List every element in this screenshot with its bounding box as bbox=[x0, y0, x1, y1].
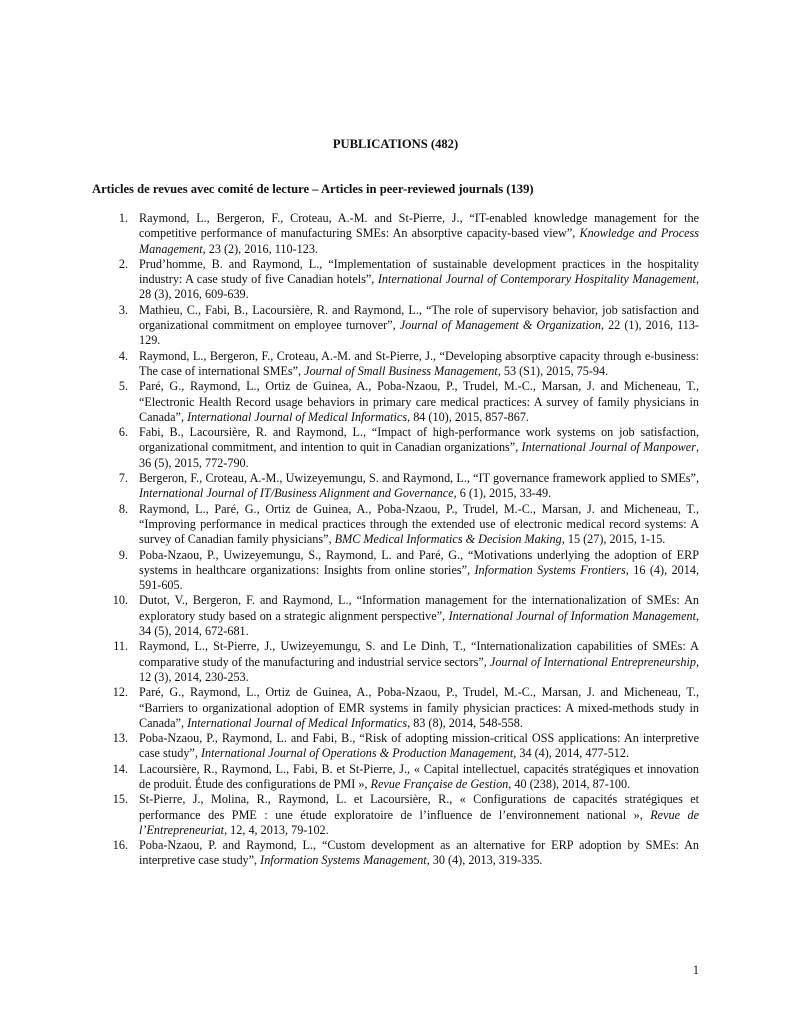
citation-authors-title: Lacoursière, R., Raymond, L., Fabi, B. et St-Pierre, J., « Capital intellectuel, capacités stratégiques et innovation de produit. Étude des configurations de PMI », bbox=[139, 761, 699, 791]
publication-number: 5. bbox=[118, 379, 128, 394]
publication-citation bbox=[139, 349, 699, 378]
publication-number: 11. bbox=[113, 639, 128, 654]
publication-item bbox=[0, 762, 791, 793]
publication-citation bbox=[139, 548, 699, 593]
citation-journal: International Journal of IT/Business Alignment and Governance bbox=[139, 486, 454, 501]
publication-citation bbox=[139, 211, 699, 256]
publication-number: 6. bbox=[118, 425, 128, 440]
citation-authors-title: Paré, G., Raymond, L., Ortiz de Guinea, A., Poba-Nzaou, P., Trudel, M.-C., Marsan, J. and Micheneau, T., “Electronic Health Record usage behaviors in primary care medical practices: A survey of family physicians in Canada”, bbox=[139, 379, 699, 424]
publication-item bbox=[0, 838, 791, 869]
citation-details: , 53 (S1), 2015, 75-94. bbox=[497, 363, 609, 378]
citation-details: , 12 (3), 2014, 230-253. bbox=[139, 654, 699, 684]
citation-journal: Information Systems Management bbox=[260, 853, 427, 868]
citation-journal: International Journal of Medical Informatics bbox=[187, 715, 408, 730]
publication-number: 13. bbox=[112, 731, 128, 746]
publication-item bbox=[0, 303, 791, 349]
citation-authors-title: Raymond, L., Paré, G., Ortiz de Guinea, A., Poba-Nzaou, P., Trudel, M.-C., Marsan, J. and Micheneau, T., “Improving performance in medical practices through the extended use of electronic medical record systems: A survey of Canadian family physicians”, bbox=[139, 501, 699, 547]
publication-number: 2. bbox=[118, 256, 128, 271]
citation-details: , 16 (4), 2014, 591-605. bbox=[139, 562, 699, 593]
citation-details: , 15 (27), 2015, 1-15. bbox=[561, 532, 666, 547]
page-title: PUBLICATIONS (482) bbox=[332, 137, 459, 151]
publication-item bbox=[0, 471, 791, 502]
publication-number: 16. bbox=[112, 838, 128, 853]
citation-journal: International Journal of Operations & Production Management bbox=[200, 746, 514, 761]
publication-item bbox=[0, 548, 791, 594]
publication-number: 15. bbox=[112, 792, 128, 807]
publication-item bbox=[0, 639, 791, 685]
citation-authors-title: Poba-Nzaou, P., Uwizeyemungu, S., Raymond, L. and Paré, G., “Motivations underlying the adoption of ERP systems in healthcare organizations: Insights from online stories”, bbox=[139, 547, 699, 577]
citation-journal: Revue Française de Gestion bbox=[370, 776, 509, 791]
publication-citation bbox=[139, 685, 699, 730]
citation-details: , 28 (3), 2016, 609-639. bbox=[139, 272, 699, 302]
citation-details: , 30 (4), 2013, 319-335. bbox=[426, 853, 543, 868]
citation-journal: International Journal of Manpower bbox=[521, 440, 696, 455]
publication-item bbox=[0, 349, 791, 380]
publication-citation bbox=[139, 471, 699, 500]
citation-authors-title: Poba-Nzaou, P. and Raymond, L., “Custom development as an alternative for ERP adoption by SMEs: An interpretive case study”, bbox=[139, 838, 699, 868]
publication-citation bbox=[139, 257, 699, 302]
citation-details: , 34 (5), 2014, 672-681. bbox=[139, 608, 700, 639]
citation-details: , 84 (10), 2015, 857-867. bbox=[407, 409, 529, 424]
publication-item bbox=[0, 502, 791, 548]
publication-item bbox=[0, 211, 791, 257]
citation-details: , 23 (2), 2016, 110-123. bbox=[202, 241, 318, 256]
citation-authors-title: Fabi, B., Lacoursière, R. and Raymond, L., “Impact of high-performance work systems on job satisfaction, organizational commitment, and intention to quit in Canadian organizations”, bbox=[139, 425, 699, 455]
publication-number: 8. bbox=[118, 501, 128, 516]
citation-details: , 40 (238), 2014, 87-100. bbox=[508, 776, 631, 791]
publication-item bbox=[0, 731, 791, 762]
publication-number: 4. bbox=[118, 348, 128, 363]
citation-authors-title: Bergeron, F., Croteau, A.-M., Uwizeyemungu, S. and Raymond, L., “IT governance framework applied to SMEs”, bbox=[139, 471, 699, 486]
citation-journal: Information Systems Frontiers bbox=[474, 562, 626, 577]
publication-number: 10. bbox=[112, 593, 128, 608]
citation-details: , 6 (1), 2015, 33-49. bbox=[453, 486, 552, 501]
citation-authors-title: Mathieu, C., Fabi, B., Lacoursière, R. and Raymond, L., “The role of supervisory behavior, job satisfaction and organizational commitment on employee turnover”, bbox=[139, 302, 699, 333]
citation-journal: Journal of Management & Organization bbox=[399, 318, 601, 333]
publication-item bbox=[0, 379, 791, 425]
publication-item bbox=[0, 257, 791, 303]
publication-citation bbox=[139, 593, 699, 638]
citation-authors-title: St-Pierre, J., Molina, R., Raymond, L. et Lacoursière, R., « Configurations de capacités stratégiques et performance des PME : une étude exploratoire de l’influence de l’environnement national », bbox=[139, 792, 699, 822]
citation-details: , 36 (5), 2015, 772-790. bbox=[139, 440, 699, 470]
publication-citation bbox=[139, 639, 699, 684]
citation-journal: Journal of International Entrepreneurship bbox=[489, 654, 696, 669]
publication-citation bbox=[139, 502, 699, 547]
citation-journal: International Journal of Contemporary Hospitality Management bbox=[377, 272, 696, 287]
publication-number: 14. bbox=[112, 761, 128, 776]
publication-citation bbox=[139, 731, 699, 760]
citation-authors-title: Paré, G., Raymond, L., Ortiz de Guinea, A., Poba-Nzaou, P., Trudel, M.-C., Marsan, J. and Micheneau, T., “Barriers to organizational adoption of EMR systems in family physician practices: A mixed-methods study in Canada”, bbox=[139, 685, 699, 730]
publication-item bbox=[0, 425, 791, 471]
publication-citation bbox=[139, 792, 699, 837]
publication-citation bbox=[139, 762, 699, 791]
publication-number: 7. bbox=[118, 471, 128, 486]
citation-authors-title: Dutot, V., Bergeron, F. and Raymond, L., “Information management for the internationalization of SMEs: An exploratory study based on a strategic alignment perspective”, bbox=[139, 593, 699, 623]
citation-journal: Revue de l’Entrepreneuriat bbox=[139, 807, 699, 837]
publication-list bbox=[0, 211, 791, 869]
publication-number: 3. bbox=[118, 302, 128, 317]
citation-journal: International Journal of Information Management bbox=[448, 608, 696, 623]
publication-number: 12. bbox=[112, 685, 128, 700]
publication-item bbox=[0, 593, 791, 639]
citation-journal: Journal of Small Business Management bbox=[304, 363, 498, 378]
citation-authors-title: Poba-Nzaou, P., Raymond, L. and Fabi, B., “Risk of adopting mission-critical OSS applications: An interpretive case study”, bbox=[139, 731, 699, 761]
publication-citation bbox=[139, 838, 699, 867]
citation-journal: BMC Medical Informatics & Decision Making bbox=[334, 532, 562, 547]
section-heading: Articles de revues avec comité de lecture – Articles in peer-reviewed journals (139) bbox=[92, 182, 534, 196]
citation-authors-title: Raymond, L., Bergeron, F., Croteau, A.-M. and St-Pierre, J., “Developing absorptive capacity through e-business: The case of international SMEs”, bbox=[139, 348, 699, 378]
citation-authors-title: Raymond, L., Bergeron, F., Croteau, A.-M. and St-Pierre, J., “IT-enabled knowledge management for the competitive performance of manufacturing SMEs: An absorptive capacity-based view”, bbox=[139, 211, 699, 241]
publication-citation bbox=[139, 425, 699, 470]
citation-authors-title: Raymond, L., St-Pierre, J., Uwizeyemungu, S. and Le Dinh, T., “Internationalization capabilities of SMEs: A comparative study of the manufacturing and industrial service sectors”, bbox=[139, 639, 699, 669]
page-number: 1 bbox=[692, 963, 699, 977]
citation-journal: Knowledge and Process Management bbox=[139, 226, 699, 256]
citation-details: , 22 (1), 2016, 113-129. bbox=[139, 318, 699, 348]
citation-details: , 34 (4), 2014, 477-512. bbox=[513, 746, 630, 761]
publication-item bbox=[0, 792, 791, 838]
publication-number: 9. bbox=[118, 547, 128, 562]
publication-citation bbox=[139, 379, 699, 424]
publication-citation bbox=[139, 303, 699, 348]
citation-details: , 83 (8), 2014, 548-558. bbox=[407, 715, 523, 730]
citation-journal: International Journal of Medical Informatics bbox=[187, 409, 408, 424]
publication-number: 1. bbox=[118, 211, 128, 225]
publication-item bbox=[0, 685, 791, 731]
citation-details: , 12, 4, 2013, 79-102. bbox=[224, 822, 329, 837]
citation-authors-title: Prud’homme, B. and Raymond, L., “Implementation of sustainable development practices in the hospitality industry: A case study of five Canadian hotels”, bbox=[139, 256, 699, 287]
